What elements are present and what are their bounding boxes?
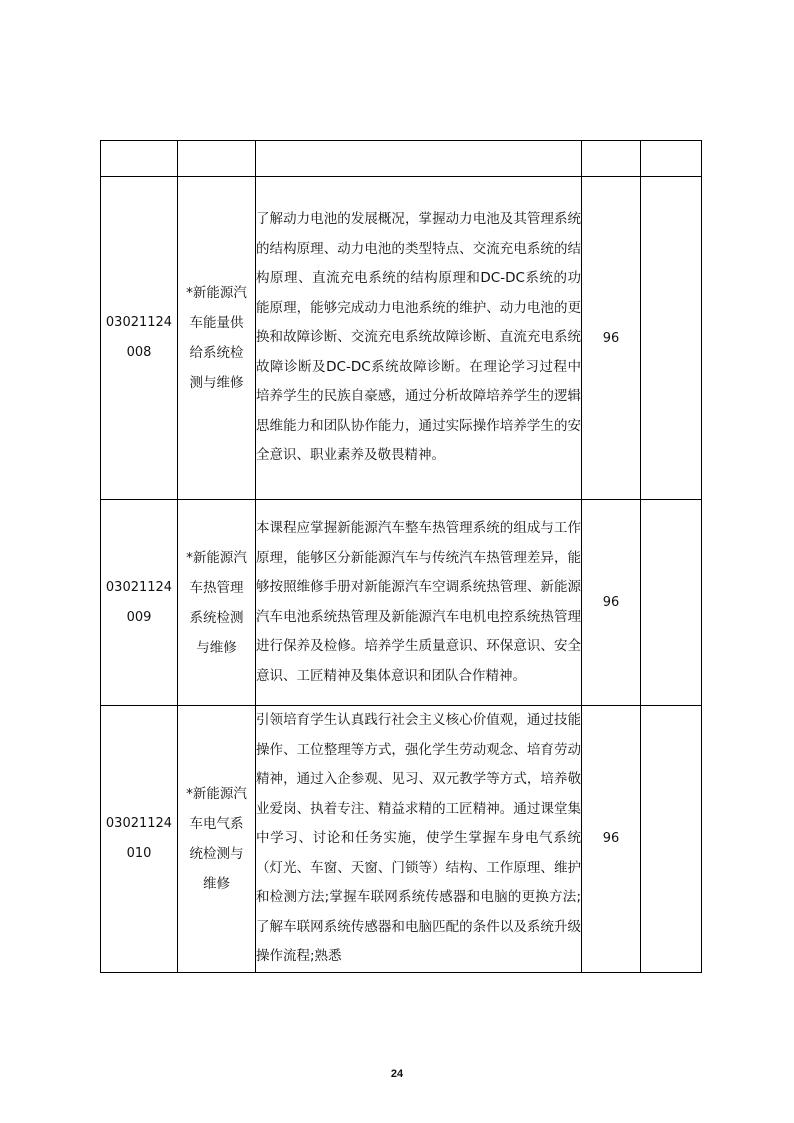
table-row xyxy=(101,706,702,973)
course-hours: 96 xyxy=(582,706,641,973)
course-hours: 96 xyxy=(582,500,641,706)
table-row xyxy=(101,177,702,500)
table-header-row xyxy=(101,141,702,177)
course-code: 03021124 009 xyxy=(101,500,178,706)
header-cell-name xyxy=(178,141,256,177)
course-remark xyxy=(641,500,702,706)
header-cell-code xyxy=(101,141,178,177)
course-name: *新能源汽 车热管理 系统检测 与维修 xyxy=(178,500,256,706)
course-code: 03021124 008 xyxy=(101,177,178,500)
course-hours: 96 xyxy=(582,177,641,500)
course-table xyxy=(100,140,702,973)
course-name: *新能源汽 车能量供 给系统检 测与维修 xyxy=(178,177,256,500)
header-cell-remark xyxy=(641,141,702,177)
course-remark xyxy=(641,706,702,973)
course-description: 了解动力电池的发展概况，掌握动力电池及其管理系统的结构原理、动力电池的类型特点、交流充电系统的结构原理、直流充电系统的结构原理和DC-DC系统的功能原理，能够完成动力电池系统的维护、动力电池的更换和故障诊断、交流充电系统故障诊断、直流充电系统故障诊断及DC-DC系统故障诊断。在理论学习过程中培养学生的民族自豪感，通过分析故障培养学生的逻辑思维能力和团队协作能力，通过实际操作培养学生的安全意识、职业素养及敬畏精神。 xyxy=(256,177,582,500)
course-description: 引领培育学生认真践行社会主义核心价值观，通过技能操作、工位整理等方式，强化学生劳动观念、培育劳动精神，通过入企参观、见习、双元教学等方式，培养敬业爱岗、执着专注、精益求精的工匠精神。通过课堂集中学习、讨论和任务实施，使学生掌握车身电气系统（灯光、车窗、天窗、门锁等）结构、工作原理、维护和检测方法;掌握车联网系统传感器和电脑的更换方法;了解车联网系统传感器和电脑匹配的条件以及系统升级操作流程;熟悉 xyxy=(256,706,582,973)
course-description: 本课程应掌握新能源汽车整车热管理系统的组成与工作原理，能够区分新能源汽车与传统汽车热管理差异，能够按照维修手册对新能源汽车空调系统热管理、新能源汽车电池系统热管理及新能源汽车电机电控系统热管理进行保养及检修。培养学生质量意识、环保意识、安全意识、工匠精神及集体意识和团队合作精神。 xyxy=(256,500,582,706)
course-code: 03021124 010 xyxy=(101,706,178,973)
page-number: 24 xyxy=(390,1068,404,1080)
header-cell-hours xyxy=(582,141,641,177)
header-cell-description xyxy=(256,141,582,177)
course-name: *新能源汽 车电气系 统检测与 维修 xyxy=(178,706,256,973)
table-row xyxy=(101,500,702,706)
course-remark xyxy=(641,177,702,500)
